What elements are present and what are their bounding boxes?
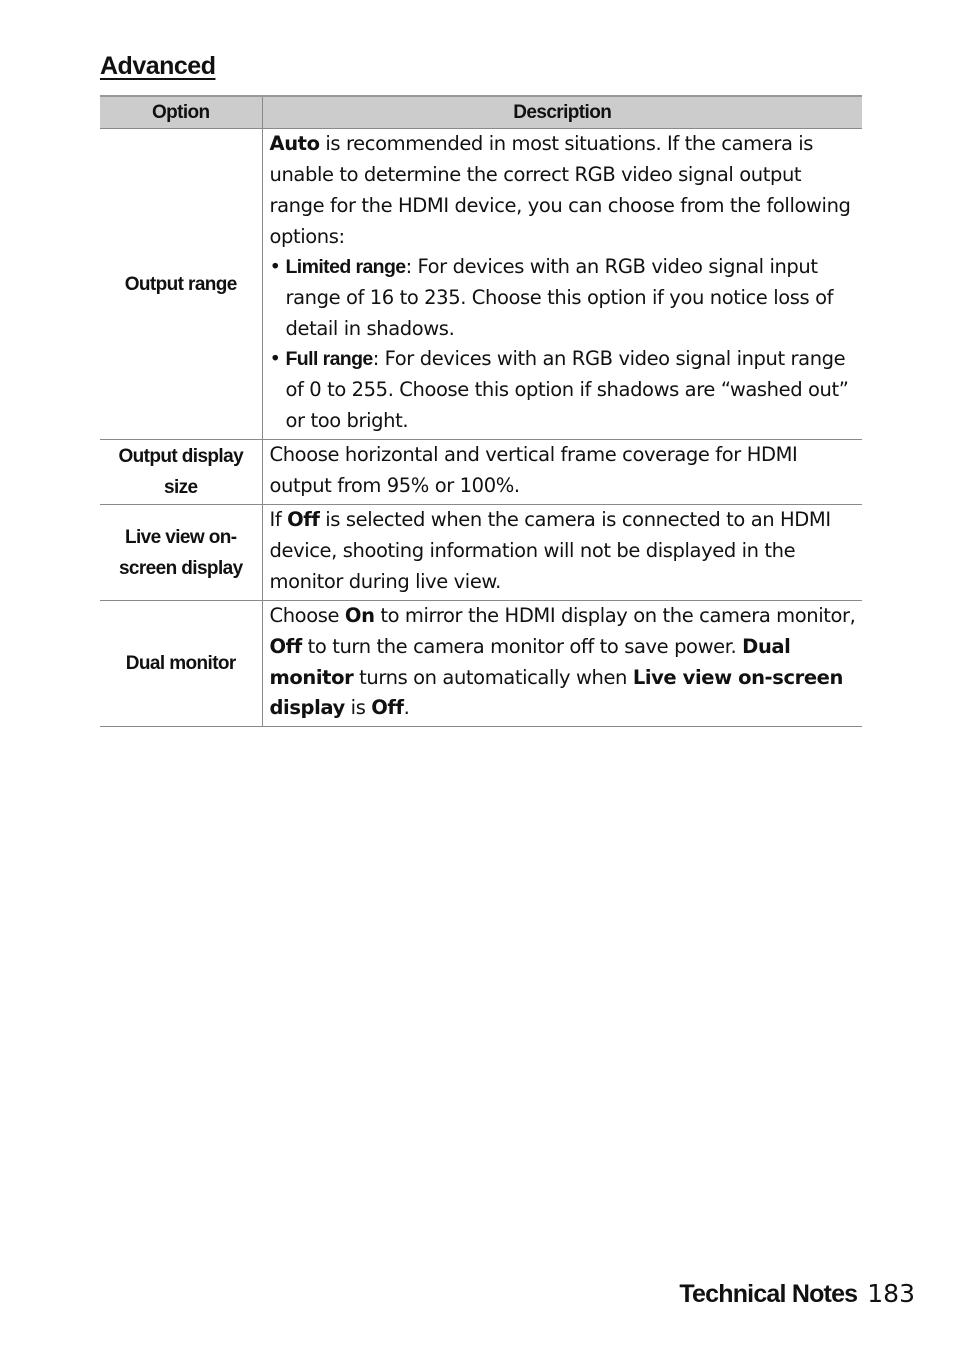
list-item: • Limited range: For devices with an RGB video signal input range of 16 to 235. Choose this option if you notice loss of detail in shadows. (270, 252, 859, 344)
bullet-icon: • (269, 255, 281, 279)
section-title: Advanced (100, 52, 216, 80)
page-number: 183 (867, 1279, 915, 1308)
option-description: Choose horizontal and vertical frame coverage for HDMI output from 95% or 100%. (262, 440, 862, 505)
option-description (262, 129, 862, 440)
description-intro: Auto is recommended in most situations. If the camera is unable to determine the correct RGB video signal output range for the HDMI device, you can choose from the following options: (269, 132, 851, 248)
header-option: Option (100, 96, 262, 129)
list-item: • Full range: For devices with an RGB video signal input range of 0 to 255. Choose this option if shadows are “washed out” or too bright. (270, 344, 859, 436)
header-description: Description (262, 96, 862, 129)
option-description: Choose On to mirror the HDMI display on the camera monitor, Off to turn the camera monitor off to save power. Dual monitor turns on automatically when Live view on-screen display is Off. (262, 601, 862, 727)
option-name: Live view on-screen display (100, 505, 262, 601)
option-name: Output range (100, 129, 262, 440)
page-footer (679, 1278, 915, 1310)
term-auto: Auto (269, 132, 320, 156)
bullet-icon: • (269, 347, 281, 371)
table-row-output-display-size (100, 440, 862, 505)
term-full-range: Full range (285, 348, 373, 371)
table-header-row (100, 96, 862, 129)
option-name: Output display size (100, 440, 262, 505)
table-row-output-range (100, 129, 862, 440)
term-limited-range: Limited range (285, 256, 406, 279)
table-row-live-view-on-screen-display (100, 505, 862, 601)
options-table (100, 95, 862, 727)
table-row-dual-monitor (100, 601, 862, 727)
footer-section-title: Technical Notes (679, 1280, 858, 1308)
option-name: Dual monitor (100, 601, 262, 727)
option-description: If Off is selected when the camera is connected to an HDMI device, shooting information will not be displayed in the monitor during live view. (262, 505, 862, 601)
option-list (270, 252, 859, 436)
